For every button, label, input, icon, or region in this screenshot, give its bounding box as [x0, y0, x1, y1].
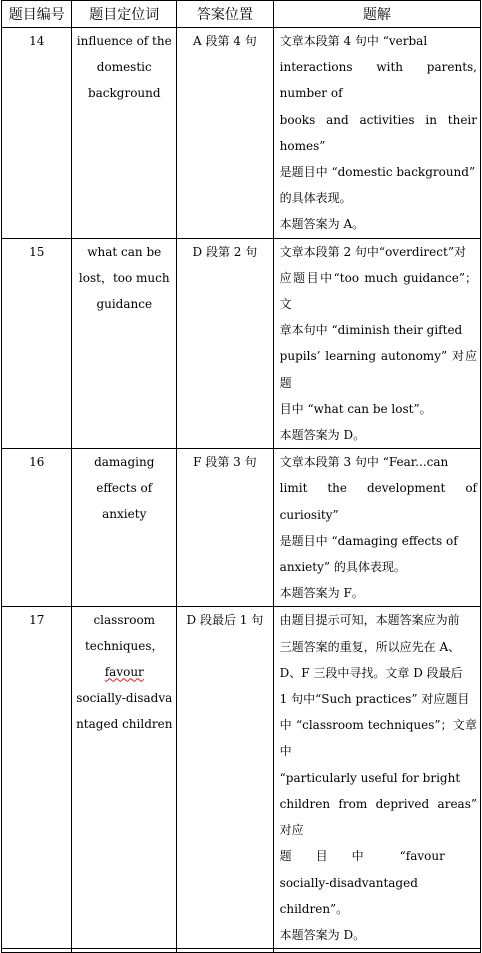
explanation-line: 本题答案为 F。 [279, 586, 364, 601]
explanation-line: anxiety” 的具体表现。 [279, 560, 406, 575]
explanation-line: D、F 三段中寻找。文章 D 段最后 [279, 665, 463, 680]
keyword-line: classroom [93, 613, 156, 628]
keyword-line: what can be [87, 244, 162, 259]
keyword-cell [72, 238, 177, 449]
table-row [2, 607, 481, 949]
explanation-cell [273, 28, 480, 239]
keyword-line: effects of [96, 481, 153, 496]
explanation-line: 的具体表现。 [279, 191, 352, 206]
explanation-line: 本题答案为 D。 [279, 927, 366, 942]
explanation-line: 文章本段第 3 句中 “Fear...can [279, 455, 449, 470]
explanation-line: children from deprived areas” 对应 [279, 796, 477, 838]
answer-position: A 段第 4 句 [177, 28, 274, 239]
keyword-line: favour [104, 665, 144, 680]
table-row [2, 449, 481, 607]
keyword-line: background [87, 86, 161, 100]
question-number: 15 [2, 238, 72, 449]
keyword-line: guidance [96, 296, 153, 311]
keyword-cell [72, 28, 177, 239]
explanation-line: 应题目中“too much guidance”；文 [279, 270, 477, 312]
keyword-cell [72, 449, 177, 607]
table-row [2, 238, 481, 449]
empty-cell [2, 949, 72, 953]
keyword-line: ntaged children [76, 717, 173, 732]
keyword-line: influence of the [76, 34, 172, 48]
explanation-line: 本题答案为 A。 [279, 217, 365, 232]
explanation-line: 目中 “what can be lost”。 [279, 401, 432, 416]
keyword-line: lost，too much [78, 270, 170, 285]
explanation-line: “particularly useful for bright [279, 770, 461, 785]
answer-position: D 段最后 1 句 [177, 607, 274, 949]
keyword-cell [72, 607, 177, 949]
header-row [2, 1, 481, 28]
question-number: 14 [2, 28, 72, 239]
question-number: 17 [2, 607, 72, 949]
explanation-line: books and activities in their homes” [279, 112, 477, 153]
answer-table [1, 0, 481, 953]
empty-cell [72, 949, 177, 953]
header-question-number: 题目编号 [2, 1, 72, 28]
keyword-line: domestic [96, 60, 152, 74]
explanation-line: limit the development of curiosity” [279, 481, 477, 522]
question-number: 16 [2, 449, 72, 607]
explanation-line: 1 句中“Such practices” 对应题目 [279, 692, 470, 707]
keyword-line: anxiety [102, 507, 147, 522]
explanation-line: socially-disadvantaged children”。 [279, 875, 418, 916]
table-row-partial [2, 949, 481, 953]
explanation-line: 由题目提示可知，本题答案应为前 [279, 613, 460, 628]
explanation-line: 是题目中 “domestic background” [279, 165, 476, 180]
explanation-line: pupils’ learning autonomy” 对应题 [279, 349, 477, 390]
explanation-line: 是题目中 “damaging effects of [279, 533, 458, 548]
explanation-cell [273, 607, 480, 949]
header-answer-position: 答案位置 [177, 1, 274, 28]
explanation-line: 题 目 中 “favour [279, 849, 445, 864]
explanation-line: 三题答案的重复，所以应先在 A、 [279, 639, 461, 654]
explanation-line: 中 “classroom techniques”；文章中 [279, 718, 477, 759]
keyword-line: socially-disadva [76, 691, 173, 706]
explanation-cell [273, 238, 480, 449]
explanation-line: 文章本段第 4 句中 “verbal [279, 34, 428, 48]
answer-position: F 段第 3 句 [177, 449, 274, 607]
empty-cell [177, 949, 274, 953]
explanation-line: 文章本段第 2 句中“overdirect”对 [279, 244, 466, 259]
explanation-line: interactions with parents, number of [279, 60, 477, 101]
explanation-line: 本题答案为 D。 [279, 428, 366, 443]
keyword-line: techniques， [84, 639, 164, 654]
explanation-cell [273, 449, 480, 607]
header-keywords: 题目定位词 [72, 1, 177, 28]
header-explanation: 题解 [273, 1, 480, 28]
keyword-line: damaging [94, 455, 155, 470]
answer-position: D 段第 2 句 [177, 238, 274, 449]
empty-cell [273, 949, 480, 953]
explanation-line: 章本句中 “diminish their gifted [279, 323, 463, 338]
table-row [2, 28, 481, 239]
